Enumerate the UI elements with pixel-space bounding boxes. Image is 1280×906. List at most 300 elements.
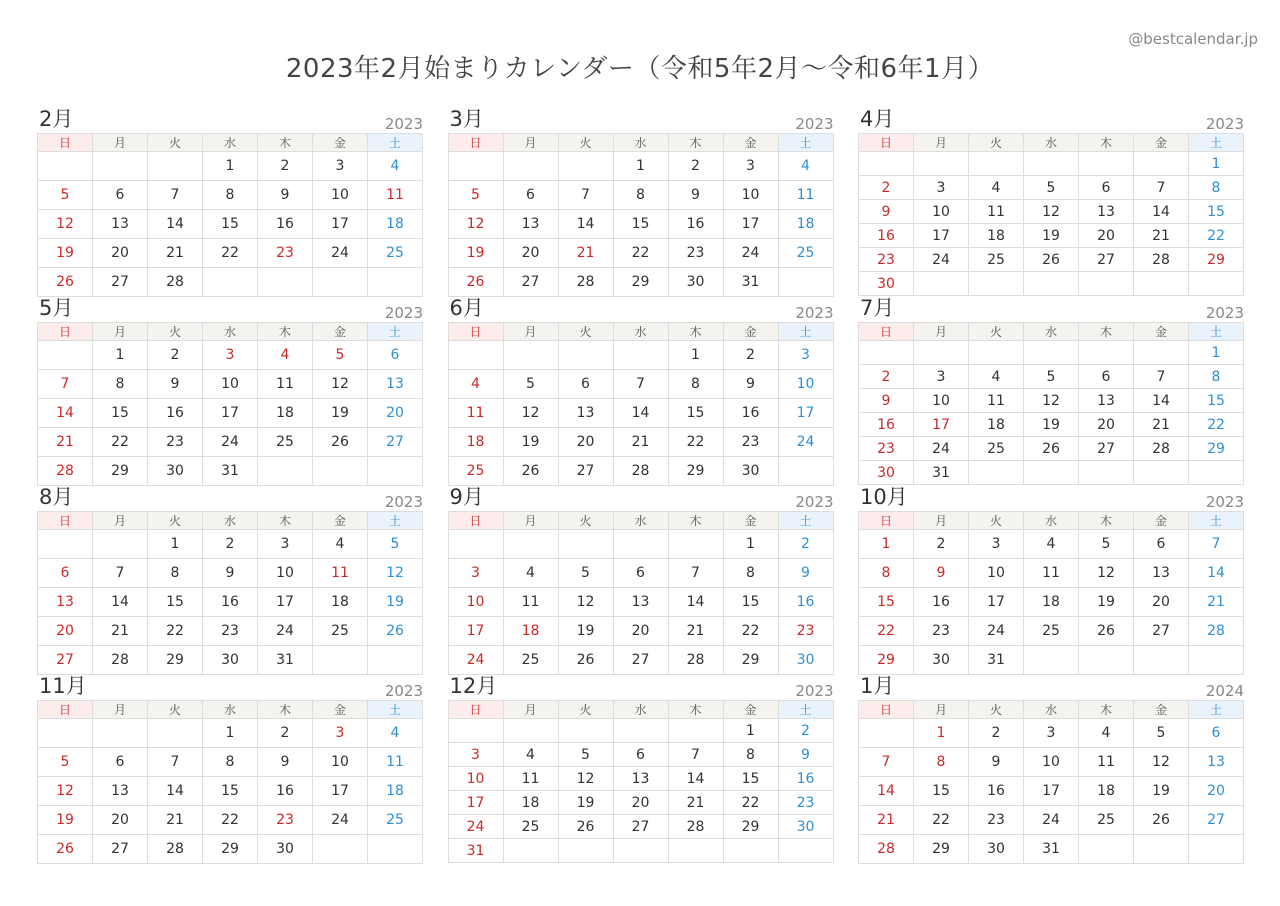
week-row [38, 719, 423, 748]
month-year: 2023 [795, 682, 834, 700]
day-cell: 13 [613, 588, 668, 617]
day-cell: 15 [203, 210, 258, 239]
week-row [448, 646, 833, 675]
day-cell: 24 [969, 617, 1024, 646]
day-cell: 4 [778, 152, 833, 181]
weekday-header: 木 [668, 323, 723, 341]
day-cell: 30 [859, 461, 914, 485]
day-cell: 12 [1024, 389, 1079, 413]
day-cell: 24 [313, 806, 368, 835]
week-row [38, 777, 423, 806]
day-cell: 19 [1134, 777, 1189, 806]
weekday-header: 日 [859, 134, 914, 152]
month-year: 2023 [1205, 304, 1244, 322]
month-name: 4月 [860, 107, 895, 131]
day-cell: 17 [448, 791, 503, 815]
day-cell: 19 [313, 399, 368, 428]
day-cell: 26 [448, 268, 503, 297]
day-cell: 12 [368, 559, 423, 588]
day-cell: 11 [313, 559, 368, 588]
empty-day-cell [1024, 272, 1079, 296]
day-cell: 15 [723, 588, 778, 617]
day-cell: 21 [1134, 224, 1189, 248]
empty-day-cell [93, 530, 148, 559]
empty-day-cell [969, 341, 1024, 365]
week-row [859, 437, 1244, 461]
day-cell: 29 [723, 815, 778, 839]
day-cell: 28 [859, 835, 914, 864]
day-cell: 6 [558, 370, 613, 399]
day-cell: 4 [969, 365, 1024, 389]
day-cell: 8 [859, 559, 914, 588]
day-cell: 18 [969, 413, 1024, 437]
day-cell: 25 [368, 239, 423, 268]
week-row [38, 268, 423, 297]
day-cell: 30 [668, 268, 723, 297]
day-cell: 4 [1079, 719, 1134, 748]
day-cell: 22 [1189, 224, 1244, 248]
day-cell: 11 [969, 389, 1024, 413]
day-cell: 25 [969, 437, 1024, 461]
day-cell: 5 [558, 559, 613, 588]
day-cell: 27 [1189, 806, 1244, 835]
day-cell: 17 [969, 588, 1024, 617]
day-cell: 11 [1024, 559, 1079, 588]
month-name: 7月 [860, 296, 895, 320]
day-cell: 18 [778, 210, 833, 239]
day-cell: 11 [368, 181, 423, 210]
day-cell: 21 [613, 428, 668, 457]
day-cell: 18 [969, 224, 1024, 248]
day-cell: 1 [914, 719, 969, 748]
day-cell: 27 [368, 428, 423, 457]
month-header [858, 673, 1244, 700]
weekday-header: 金 [313, 512, 368, 530]
day-cell: 28 [668, 646, 723, 675]
week-row [859, 413, 1244, 437]
day-cell: 25 [368, 806, 423, 835]
day-cell: 22 [93, 428, 148, 457]
empty-day-cell [1079, 152, 1134, 176]
day-cell: 17 [1024, 777, 1079, 806]
day-cell: 5 [313, 341, 368, 370]
day-cell: 19 [38, 239, 93, 268]
day-cell: 9 [859, 389, 914, 413]
day-cell: 2 [969, 719, 1024, 748]
day-cell: 26 [1134, 806, 1189, 835]
weekday-header: 火 [969, 134, 1024, 152]
day-cell: 2 [258, 719, 313, 748]
week-row [859, 365, 1244, 389]
day-cell: 12 [448, 210, 503, 239]
day-cell: 10 [778, 370, 833, 399]
day-cell: 28 [148, 835, 203, 864]
week-row [448, 767, 833, 791]
empty-day-cell [613, 719, 668, 743]
empty-day-cell [859, 341, 914, 365]
empty-day-cell [1134, 341, 1189, 365]
day-cell: 14 [859, 777, 914, 806]
day-cell: 27 [1079, 437, 1134, 461]
week-row [38, 152, 423, 181]
weekday-header: 金 [1134, 512, 1189, 530]
day-cell: 30 [778, 815, 833, 839]
day-cell: 22 [203, 806, 258, 835]
month-header [37, 295, 423, 322]
weekday-header: 月 [503, 134, 558, 152]
month-name: 5月 [39, 296, 74, 320]
day-cell: 29 [148, 646, 203, 675]
day-cell: 21 [859, 806, 914, 835]
week-row [859, 224, 1244, 248]
day-cell: 2 [778, 530, 833, 559]
week-row [38, 588, 423, 617]
weekday-header: 水 [1024, 323, 1079, 341]
day-cell: 8 [203, 748, 258, 777]
empty-day-cell [1134, 646, 1189, 675]
day-cell: 13 [1134, 559, 1189, 588]
weekday-header: 火 [148, 134, 203, 152]
day-cell: 13 [1079, 389, 1134, 413]
month-year: 2023 [384, 682, 423, 700]
day-cell: 23 [914, 617, 969, 646]
day-cell: 1 [613, 152, 668, 181]
day-cell: 9 [778, 743, 833, 767]
empty-day-cell [368, 646, 423, 675]
weekday-header: 木 [668, 134, 723, 152]
week-row [38, 239, 423, 268]
empty-day-cell [448, 341, 503, 370]
empty-day-cell [613, 341, 668, 370]
weekday-header: 月 [914, 701, 969, 719]
day-cell: 12 [558, 588, 613, 617]
day-cell: 27 [1134, 617, 1189, 646]
day-cell: 30 [859, 272, 914, 296]
day-cell: 23 [258, 806, 313, 835]
week-row [448, 181, 833, 210]
weekday-header: 土 [778, 323, 833, 341]
day-cell: 7 [1134, 365, 1189, 389]
day-cell: 27 [613, 646, 668, 675]
month-year: 2024 [1205, 682, 1244, 700]
day-cell: 18 [448, 428, 503, 457]
day-cell: 2 [859, 365, 914, 389]
empty-day-cell [503, 341, 558, 370]
week-row [859, 176, 1244, 200]
empty-day-cell [969, 272, 1024, 296]
week-row [859, 588, 1244, 617]
week-row [859, 152, 1244, 176]
weekday-header: 金 [723, 512, 778, 530]
week-row [38, 617, 423, 646]
day-cell: 16 [859, 413, 914, 437]
week-row [448, 617, 833, 646]
day-cell: 23 [859, 248, 914, 272]
day-cell: 2 [859, 176, 914, 200]
day-cell: 10 [258, 559, 313, 588]
page-title: 2023年2月始まりカレンダー（令和5年2月〜令和6年1月） [285, 54, 995, 84]
day-cell: 23 [148, 428, 203, 457]
day-cell: 10 [448, 588, 503, 617]
weekday-header: 月 [503, 701, 558, 719]
day-cell: 15 [859, 588, 914, 617]
day-cell: 5 [1024, 365, 1079, 389]
day-cell: 27 [93, 268, 148, 297]
day-cell: 4 [258, 341, 313, 370]
empty-day-cell [503, 530, 558, 559]
month-header [448, 673, 834, 700]
day-cell: 23 [859, 437, 914, 461]
week-row [448, 341, 833, 370]
weekday-header: 木 [668, 701, 723, 719]
day-cell: 6 [1134, 530, 1189, 559]
day-cell: 19 [558, 617, 613, 646]
weekday-header: 火 [969, 701, 1024, 719]
empty-day-cell [969, 461, 1024, 485]
day-cell: 15 [93, 399, 148, 428]
day-cell: 28 [668, 815, 723, 839]
day-cell: 4 [368, 152, 423, 181]
month-year: 2023 [795, 115, 834, 133]
day-cell: 23 [778, 617, 833, 646]
day-cell: 9 [148, 370, 203, 399]
weekday-header: 水 [613, 512, 668, 530]
month-calendar [448, 106, 834, 295]
day-cell: 16 [914, 588, 969, 617]
day-cell: 3 [969, 530, 1024, 559]
day-cell: 3 [448, 743, 503, 767]
day-cell: 29 [1189, 437, 1244, 461]
day-cell: 25 [448, 457, 503, 486]
week-row [448, 839, 833, 863]
day-cell: 9 [859, 200, 914, 224]
day-cell: 10 [914, 200, 969, 224]
day-cell: 26 [503, 457, 558, 486]
weekday-header: 水 [203, 323, 258, 341]
day-cell: 3 [778, 341, 833, 370]
day-cell: 24 [313, 239, 368, 268]
day-cell: 7 [38, 370, 93, 399]
day-cell: 1 [203, 719, 258, 748]
day-cell: 20 [558, 428, 613, 457]
weekday-header: 火 [558, 134, 613, 152]
week-row [859, 530, 1244, 559]
weekday-header: 月 [503, 323, 558, 341]
empty-day-cell [38, 530, 93, 559]
day-cell: 25 [778, 239, 833, 268]
empty-day-cell [914, 272, 969, 296]
month-name: 6月 [449, 296, 484, 320]
day-cell: 14 [668, 588, 723, 617]
month-name: 2月 [39, 107, 74, 131]
day-cell: 26 [1079, 617, 1134, 646]
day-cell: 21 [148, 239, 203, 268]
day-cell: 9 [203, 559, 258, 588]
day-cell: 27 [38, 646, 93, 675]
day-cell: 28 [38, 457, 93, 486]
day-cell: 30 [969, 835, 1024, 864]
day-cell: 8 [1189, 176, 1244, 200]
day-cell: 11 [778, 181, 833, 210]
day-cell: 20 [503, 239, 558, 268]
day-cell: 9 [969, 748, 1024, 777]
day-cell: 11 [258, 370, 313, 399]
empty-day-cell [93, 719, 148, 748]
day-cell: 24 [914, 248, 969, 272]
month-table [448, 700, 834, 863]
empty-day-cell [368, 268, 423, 297]
month-calendar [858, 295, 1244, 484]
day-cell: 24 [778, 428, 833, 457]
day-cell: 27 [558, 457, 613, 486]
week-row [448, 268, 833, 297]
month-calendar [858, 484, 1244, 673]
day-cell: 4 [1024, 530, 1079, 559]
week-row [859, 559, 1244, 588]
day-cell: 25 [313, 617, 368, 646]
weekday-header: 金 [313, 134, 368, 152]
weekday-header: 日 [38, 701, 93, 719]
weekday-header: 木 [1079, 323, 1134, 341]
empty-day-cell [1189, 835, 1244, 864]
weekday-header: 水 [203, 701, 258, 719]
day-cell: 1 [723, 719, 778, 743]
day-cell: 18 [503, 791, 558, 815]
empty-day-cell [914, 341, 969, 365]
day-cell: 8 [1189, 365, 1244, 389]
week-row [38, 181, 423, 210]
day-cell: 3 [313, 152, 368, 181]
month-year: 2023 [1205, 493, 1244, 511]
day-cell: 6 [1079, 365, 1134, 389]
day-cell: 7 [1134, 176, 1189, 200]
day-cell: 13 [1189, 748, 1244, 777]
day-cell: 22 [668, 428, 723, 457]
week-row [448, 559, 833, 588]
day-cell: 18 [313, 588, 368, 617]
empty-day-cell [148, 152, 203, 181]
day-cell: 19 [368, 588, 423, 617]
day-cell: 10 [448, 767, 503, 791]
empty-day-cell [1134, 461, 1189, 485]
day-cell: 20 [93, 806, 148, 835]
day-cell: 18 [503, 617, 558, 646]
day-cell: 24 [723, 239, 778, 268]
weekday-header: 火 [558, 701, 613, 719]
empty-day-cell [38, 152, 93, 181]
weekday-header: 土 [778, 701, 833, 719]
day-cell: 12 [503, 399, 558, 428]
day-cell: 15 [1189, 389, 1244, 413]
month-calendar [37, 484, 423, 673]
day-cell: 21 [668, 617, 723, 646]
day-cell: 5 [38, 181, 93, 210]
day-cell: 31 [969, 646, 1024, 675]
weekday-header: 火 [558, 323, 613, 341]
day-cell: 22 [203, 239, 258, 268]
day-cell: 10 [914, 389, 969, 413]
empty-day-cell [258, 457, 313, 486]
day-cell: 31 [1024, 835, 1079, 864]
day-cell: 15 [203, 777, 258, 806]
day-cell: 2 [203, 530, 258, 559]
empty-day-cell [859, 152, 914, 176]
month-calendar [37, 295, 423, 484]
empty-day-cell [969, 152, 1024, 176]
day-cell: 7 [668, 559, 723, 588]
month-year: 2023 [384, 493, 423, 511]
day-cell: 29 [613, 268, 668, 297]
day-cell: 19 [1079, 588, 1134, 617]
week-row [859, 646, 1244, 675]
month-name: 1月 [860, 674, 895, 698]
empty-day-cell [1079, 646, 1134, 675]
empty-day-cell [503, 839, 558, 863]
day-cell: 2 [778, 719, 833, 743]
week-row [448, 239, 833, 268]
day-cell: 15 [668, 399, 723, 428]
day-cell: 12 [1024, 200, 1079, 224]
day-cell: 6 [613, 743, 668, 767]
day-cell: 13 [93, 777, 148, 806]
empty-day-cell [313, 835, 368, 864]
empty-day-cell [1134, 272, 1189, 296]
day-cell: 1 [148, 530, 203, 559]
weekday-header: 木 [258, 134, 313, 152]
month-header [37, 484, 423, 511]
day-cell: 22 [1189, 413, 1244, 437]
empty-day-cell [668, 530, 723, 559]
day-cell: 21 [1189, 588, 1244, 617]
day-cell: 17 [313, 210, 368, 239]
weekday-header: 木 [258, 512, 313, 530]
week-row [859, 617, 1244, 646]
day-cell: 10 [313, 748, 368, 777]
empty-day-cell [668, 719, 723, 743]
day-cell: 9 [258, 748, 313, 777]
day-cell: 22 [613, 239, 668, 268]
day-cell: 23 [668, 239, 723, 268]
week-row [859, 200, 1244, 224]
week-row [859, 748, 1244, 777]
day-cell: 5 [1079, 530, 1134, 559]
day-cell: 30 [258, 835, 313, 864]
weekday-header: 月 [93, 512, 148, 530]
day-cell: 8 [723, 743, 778, 767]
week-row [448, 530, 833, 559]
week-row [859, 341, 1244, 365]
day-cell: 18 [368, 777, 423, 806]
day-cell: 7 [859, 748, 914, 777]
day-cell: 19 [1024, 224, 1079, 248]
day-cell: 2 [914, 530, 969, 559]
weekday-header: 土 [368, 701, 423, 719]
day-cell: 9 [778, 559, 833, 588]
day-cell: 26 [1024, 248, 1079, 272]
empty-day-cell [1024, 461, 1079, 485]
month-header [37, 106, 423, 133]
day-cell: 13 [503, 210, 558, 239]
day-cell: 19 [1024, 413, 1079, 437]
empty-day-cell [723, 839, 778, 863]
day-cell: 25 [258, 428, 313, 457]
day-cell: 16 [203, 588, 258, 617]
day-cell: 1 [668, 341, 723, 370]
day-cell: 1 [723, 530, 778, 559]
day-cell: 6 [613, 559, 668, 588]
weekday-header: 木 [668, 512, 723, 530]
day-cell: 16 [668, 210, 723, 239]
